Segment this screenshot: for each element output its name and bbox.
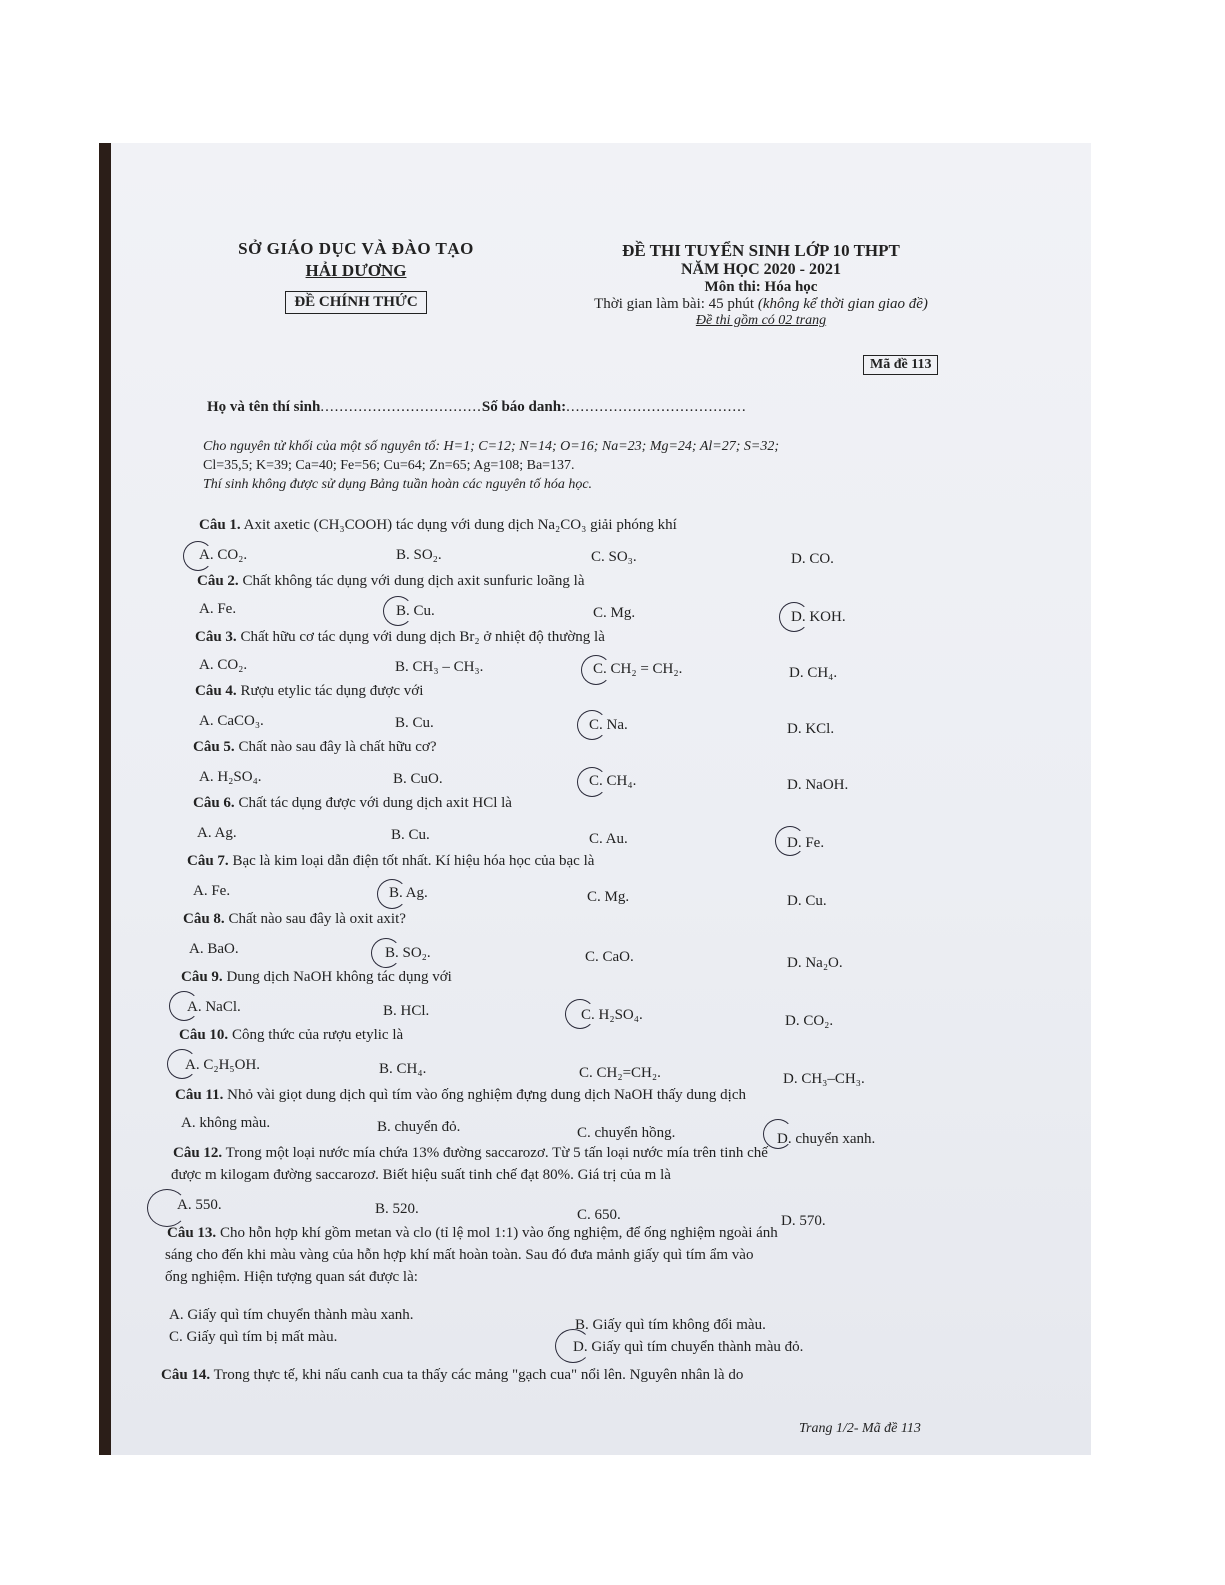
exam-paper [111, 143, 1091, 1455]
page-count: Đề thi gồm có 02 trang [695, 313, 827, 328]
option: D. CO₂. [785, 1013, 834, 1029]
table-edge [99, 143, 111, 1455]
exam-photo [99, 143, 1091, 1455]
answer-circle [371, 938, 401, 968]
name-label: Họ và tên thí sinh [207, 399, 321, 415]
option: D. Na₂O. [787, 955, 843, 971]
exam-code: Mã đề 113 [863, 355, 938, 375]
answer-circle [555, 1329, 591, 1363]
question-12: Câu 12. Trong một loại nước mía chứa 13% đường saccarozơ. Từ 5 tấn loại nước mía trên tinh chế [173, 1145, 768, 1161]
option: B. Cu. [396, 603, 435, 619]
option: C. 650. [577, 1207, 621, 1223]
option: A. CO₂. [199, 657, 248, 673]
option: A. NaCl. [187, 999, 241, 1015]
option: D. Fe. [787, 835, 825, 851]
question-13: Câu 13. Cho hỗn hợp khí gồm metan và clo (tỉ lệ mol 1:1) vào ống nghiệm, để ống nghiệm ngoài ánh [167, 1225, 778, 1241]
option: D. 570. [781, 1213, 826, 1229]
question-13-line3: ống nghiệm. Hiện tượng quan sát được là: [165, 1269, 418, 1285]
question-11: Câu 11. Nhỏ vài giọt dung dịch quì tím vào ống nghiệm đựng dung dịch NaOH thấy dung dịch [175, 1087, 747, 1103]
option: D. CO. [791, 551, 834, 567]
answer-circle [167, 1049, 197, 1079]
option: B. Giấy quì tím không đổi màu. [575, 1317, 766, 1333]
option: D. KCl. [787, 721, 835, 737]
question-9: Câu 9. Dung dịch NaOH không tác dụng với [181, 969, 452, 985]
option: B. CH₃ – CH₃. [395, 659, 484, 675]
option: C. Au. [589, 831, 628, 847]
option: C. H₂SO₄. [581, 1007, 643, 1023]
question-5: Câu 5. Chất nào sau đây là chất hữu cơ? [193, 739, 437, 755]
answer-circle [169, 991, 199, 1021]
option: C. SO₃. [591, 549, 637, 565]
answer-circle [779, 602, 809, 632]
question-4: Câu 4. Rượu etylic tác dụng được với [195, 683, 424, 699]
option: A. không màu. [181, 1115, 271, 1131]
department-name: SỞ GIÁO DỤC VÀ ĐÀO TẠO [238, 239, 474, 258]
school-year: NĂM HỌC 2020 - 2021 [681, 261, 841, 278]
option: C. CH₂ = CH₂. [593, 661, 683, 677]
answer-circle [377, 879, 407, 909]
question-10: Câu 10. Công thức của rượu etylic là [179, 1027, 404, 1043]
option: B. CuO. [393, 771, 443, 787]
option: C. chuyển hồng. [577, 1125, 676, 1141]
option: A. Ag. [197, 825, 237, 841]
answer-circle [775, 826, 805, 856]
option: A. Fe. [199, 601, 237, 617]
option: D. KOH. [791, 609, 846, 625]
option: B. HCl. [383, 1003, 430, 1019]
option: B. Cu. [391, 827, 430, 843]
exam-header [531, 241, 991, 329]
question-12-line2: được m kilogam đường saccarozơ. Biết hiệu suất tinh chế đạt 80%. Giá trị của m là [171, 1167, 671, 1183]
option: B. chuyển đỏ. [377, 1119, 461, 1135]
exam-title: ĐỀ THI TUYỂN SINH LỚP 10 THPT [622, 241, 900, 260]
answer-circle [383, 596, 413, 626]
answer-circle [147, 1189, 187, 1227]
option: B. 520. [375, 1201, 419, 1217]
option: A. C₂H₅OH. [185, 1057, 261, 1073]
option: B. SO₂. [385, 945, 431, 961]
option: C. Na. [589, 717, 628, 733]
question-7: Câu 7. Bạc là kim loại dẫn điện tốt nhất. Kí hiệu hóa học của bạc là [187, 853, 595, 869]
atomic-masses: Cho nguyên tử khối của một số nguyên tố: H=1; C=12; N=14; O=16; Na=23; Mg=24; Al=27; S=32; Cl=35,5; K=39; Ca=40; Fe=56; Cu=64; Zn=65; Ag=108; Ba=137. Thí sinh không được sử dụng Bảng tuần hoàn các nguyên tố hóa học. [203, 439, 779, 492]
option: C. Mg. [587, 889, 630, 905]
time-limit: Thời gian làm bài: 45 phút (không kể thời gian giao đề) [594, 296, 928, 312]
page-footer: Trang 1/2- Mã đề 113 [799, 1421, 921, 1436]
option: A. CO₂. [199, 547, 248, 563]
subject: Môn thi: Hóa học [704, 279, 818, 295]
option: C. CaO. [585, 949, 634, 965]
department-header [201, 239, 511, 314]
answer-circle [577, 710, 607, 740]
option: A. 550. [177, 1197, 222, 1213]
option: B. Ag. [389, 885, 428, 901]
answer-circle [577, 767, 607, 797]
answer-circle [565, 999, 595, 1029]
question-3: Câu 3. Chất hữu cơ tác dụng với dung dịch Br₂ ở nhiệt độ thường là [195, 629, 605, 645]
question-1: Câu 1. Axit axetic (CH₃COOH) tác dụng với dung dịch Na₂CO₃ giải phóng khí [199, 517, 677, 533]
question-14: Câu 14. Trong thực tế, khi nấu canh cua ta thấy các mảng "gạch cua" nổi lên. Nguyên nhân là do [161, 1367, 744, 1383]
question-13-line2: sáng cho đến khi màu vàng của hỗn hợp khí mất hoàn toàn. Sau đó đưa mảnh giấy quì tím ẩm vào [165, 1247, 754, 1263]
official-badge: ĐỀ CHÍNH THỨC [285, 291, 426, 314]
answer-circle [183, 541, 213, 571]
option: D. CH₄. [789, 665, 838, 681]
id-label: Số báo danh: [481, 399, 567, 415]
option: A. BaO. [189, 941, 239, 957]
option: C. Giấy quì tím bị mất màu. [169, 1329, 338, 1345]
option: A. CaCO₃. [199, 713, 264, 729]
province-name: HẢI DƯƠNG [305, 261, 407, 280]
option: C. CH₄. [589, 773, 637, 789]
option: B. CH₄. [379, 1061, 427, 1077]
question-6: Câu 6. Chất tác dụng được với dung dịch axit HCl là [193, 795, 512, 811]
question-2: Câu 2. Chất không tác dụng với dung dịch axit sunfuric loãng là [197, 573, 585, 589]
candidate-line: Họ và tên thí sinh..................................Số báo danh:...................................... [207, 399, 747, 415]
question-8: Câu 8. Chất nào sau đây là oxit axit? [183, 911, 406, 927]
option: D. Cu. [787, 893, 827, 909]
option: A. Fe. [193, 883, 231, 899]
option: B. SO₂. [396, 547, 442, 563]
option: D. CH₃–CH₃. [783, 1071, 865, 1087]
option: D. Giấy quì tím chuyển thành màu đỏ. [573, 1339, 804, 1355]
option: A. Giấy quì tím chuyển thành màu xanh. [169, 1307, 414, 1323]
option: B. Cu. [395, 715, 434, 731]
option: A. H₂SO₄. [199, 769, 262, 785]
option: D. chuyển xanh. [777, 1131, 876, 1147]
option: C. CH₂=CH₂. [579, 1065, 661, 1081]
option: C. Mg. [593, 605, 636, 621]
option: D. NaOH. [787, 777, 849, 793]
answer-circle [581, 655, 611, 685]
